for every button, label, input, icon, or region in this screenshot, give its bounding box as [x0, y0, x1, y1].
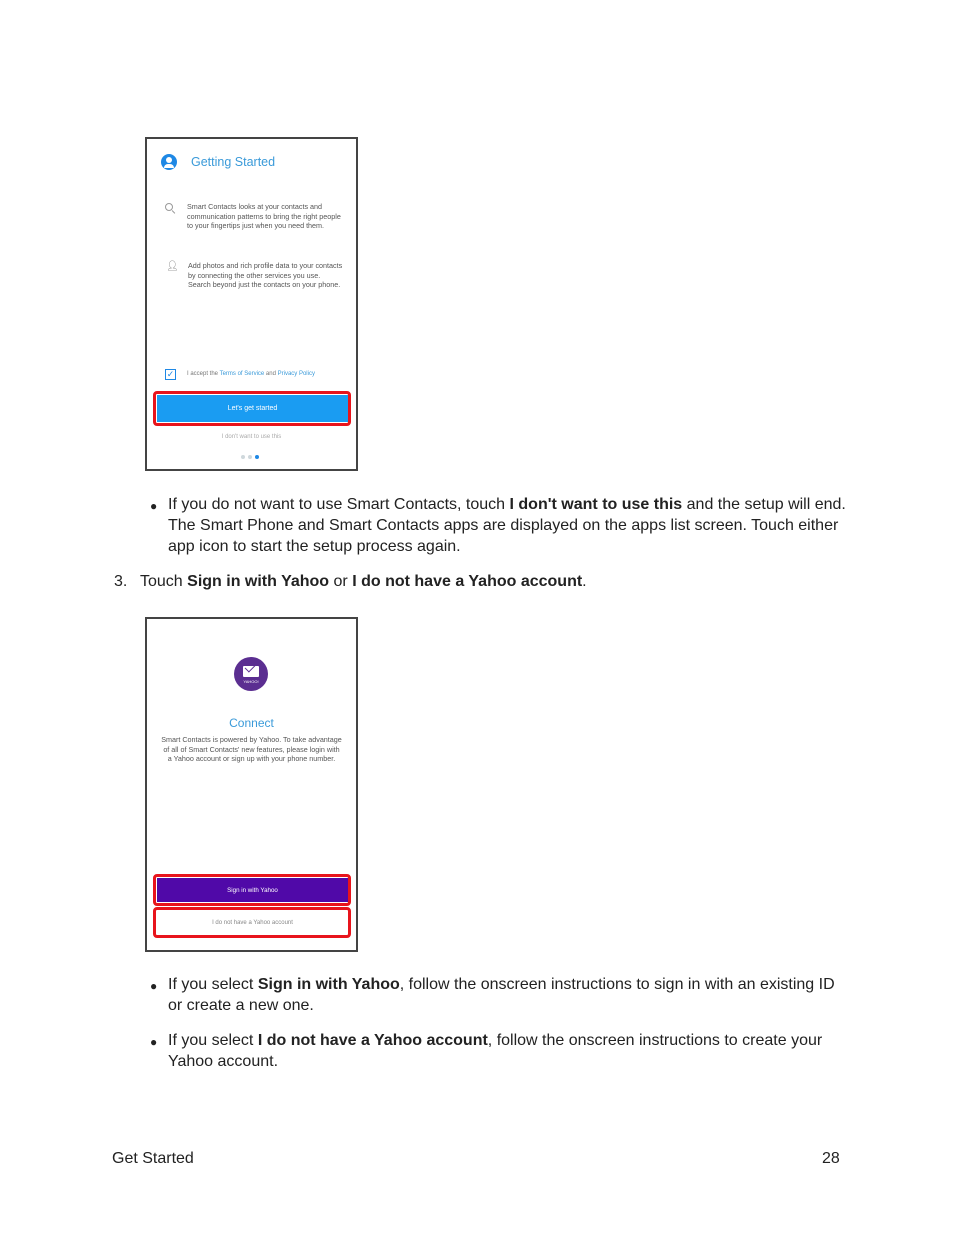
person-icon: [161, 154, 177, 170]
yahoo-logo-word: YAHOO!: [243, 679, 259, 684]
bold-text: I don't want to use this: [509, 496, 683, 513]
page-number: 28: [822, 1150, 840, 1167]
connect-screenshot: [145, 617, 358, 952]
intro-paragraph: Smart Contacts looks at your contacts and communication patterns to bring the right people to your fingertips just when you need them.: [187, 202, 341, 231]
text: If you do not want to use Smart Contacts, touch: [168, 496, 510, 513]
text: .: [582, 573, 587, 590]
bold-text: I do not have a Yahoo account: [257, 1032, 488, 1049]
envelope-icon: [243, 666, 259, 677]
footer-section-title: Get Started: [112, 1150, 194, 1167]
terms-link[interactable]: Terms of Service: [219, 371, 265, 377]
connect-title: Connect: [229, 716, 274, 730]
page-indicator: [241, 455, 259, 459]
getting-started-screenshot: [145, 137, 358, 471]
text: or: [329, 573, 353, 590]
privacy-link[interactable]: Privacy Policy: [277, 371, 315, 377]
text: If you select: [168, 1032, 258, 1049]
text: and the setup will end. The Smart Phone and Smart Contacts apps are displayed on the apps list screen. Touch either app icon to start the setup process again.: [168, 496, 846, 555]
connect-description: Smart Contacts is powered by Yahoo. To take advantage of all of Smart Contacts' new features, please login with a Yahoo account or sign up with your phone number.: [161, 735, 342, 764]
bullet-marker: ●: [150, 979, 158, 993]
page-dot: [248, 455, 252, 459]
add-person-icon: 👤︎: [166, 261, 179, 272]
lets-get-started-button[interactable]: Let's get started: [157, 395, 348, 422]
getting-started-title: Getting Started: [191, 155, 276, 169]
bullet-marker: ●: [150, 499, 158, 513]
bullet-create-account-instructions: [168, 1030, 848, 1072]
page-dot-active: [255, 455, 259, 459]
text: If you select: [168, 976, 258, 993]
yahoo-mail-icon: [234, 657, 268, 691]
bold-text: I do not have a Yahoo account: [352, 573, 583, 590]
no-yahoo-account-button[interactable]: I do not have a Yahoo account: [212, 919, 293, 926]
accept-prefix: I accept the: [187, 371, 220, 377]
accept-terms-text: [187, 371, 315, 377]
page-dot: [241, 455, 245, 459]
bullet-sign-in-instructions: [168, 974, 848, 1016]
profile-paragraph: Add photos and rich profile data to your contacts by connecting the other services you use. Search beyond just the contacts on your phone.: [188, 261, 343, 290]
text: Touch: [140, 573, 188, 590]
accept-mid: and: [264, 371, 278, 377]
bold-text: Sign in with Yahoo: [187, 573, 330, 590]
bullet-marker: ●: [150, 1035, 158, 1049]
search-icon: [165, 203, 173, 211]
step-3-text: [140, 571, 840, 592]
bullet-decline-instructions: [168, 494, 848, 557]
text: , follow the onscreen instructions to create your Yahoo account.: [168, 1032, 823, 1070]
sign-in-with-yahoo-button[interactable]: Sign in with Yahoo: [157, 878, 348, 902]
step-number: 3.: [114, 573, 128, 590]
bold-text: Sign in with Yahoo: [257, 976, 400, 993]
decline-link[interactable]: I don't want to use this: [221, 434, 282, 440]
text: , follow the onscreen instructions to sign in with an existing ID or create a new one.: [168, 976, 835, 1014]
accept-checkbox[interactable]: ✓: [166, 369, 175, 379]
